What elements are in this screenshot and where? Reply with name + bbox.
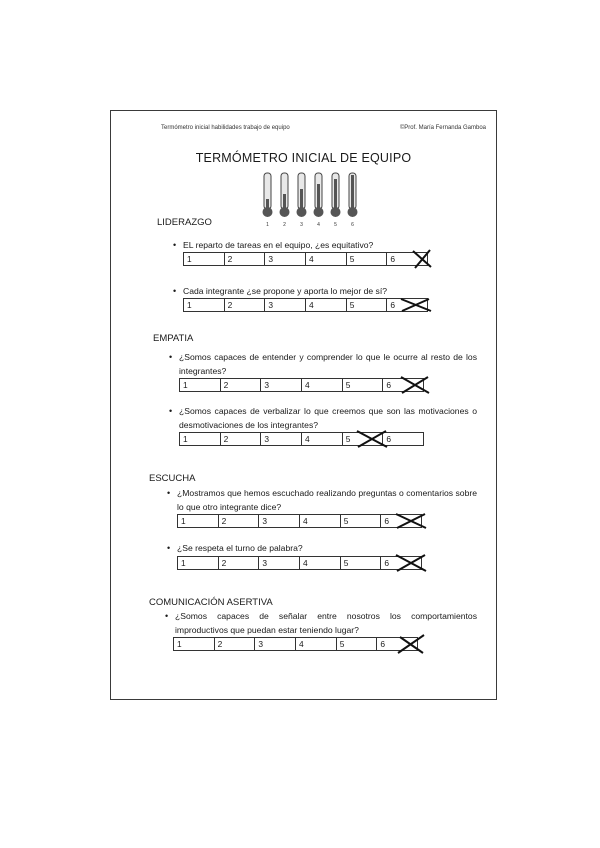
cross-mark-icon xyxy=(394,553,428,573)
question-text: • EL reparto de tareas en el equipo, ¿es equitativo? xyxy=(183,239,473,253)
scale-cell[interactable]: 3 xyxy=(261,379,302,391)
section-title-escucha: ESCUCHA xyxy=(149,473,196,484)
scale-cell[interactable]: 1 xyxy=(174,638,215,650)
scale-cell[interactable]: 4 xyxy=(296,638,337,650)
scale-cell[interactable]: 6 xyxy=(384,558,390,568)
header-right: ©Prof. María Fernanda Gamboa xyxy=(399,125,486,131)
section-title-comunicacion-asertiva: COMUNICACIÓN ASERTIVA xyxy=(149,597,273,608)
scale-cell[interactable]: 3 xyxy=(265,253,306,265)
question-text: • ¿Mostramos que hemos escuchado realizando preguntas o comentarios sobre lo que otro integrante dice? xyxy=(167,488,477,512)
thermometer-label: 6 xyxy=(351,222,354,228)
bullet-icon: • xyxy=(165,611,169,621)
bullet-icon: • xyxy=(173,286,177,296)
scale-cell[interactable]: 1 xyxy=(178,515,219,527)
cross-mark-icon xyxy=(355,429,389,449)
thermometer-label: 1 xyxy=(266,222,269,228)
scale-cell[interactable]: 2 xyxy=(225,299,266,311)
scale-cell[interactable]: 1 xyxy=(184,253,225,265)
scale-cell[interactable]: 4 xyxy=(300,557,341,569)
scale-cell[interactable]: 6 xyxy=(386,434,392,444)
scale-cell[interactable]: 2 xyxy=(225,253,266,265)
scale-cell[interactable]: 2 xyxy=(219,515,260,527)
worksheet-page xyxy=(110,110,497,700)
scale-cell[interactable]: 4 xyxy=(306,299,347,311)
bullet-icon: • xyxy=(167,488,171,498)
scale-cell[interactable]: 2 xyxy=(221,379,262,391)
scale-cell[interactable]: 2 xyxy=(221,433,262,445)
section-title-empatia: EMPATIA xyxy=(153,333,194,344)
thermometer-label: 2 xyxy=(283,222,286,228)
scale-cell[interactable]: 4 xyxy=(302,433,343,445)
thermometer-icon xyxy=(259,169,359,229)
thermometer-label: 4 xyxy=(317,222,320,228)
rating-scale xyxy=(177,514,422,528)
scale-cell[interactable]: 5 xyxy=(347,253,388,265)
bullet-icon: • xyxy=(167,543,171,553)
scale-cell[interactable]: 5 xyxy=(337,638,378,650)
bullet-icon: • xyxy=(173,240,177,250)
header-left: Termómetro inicial habilidades trabajo de equipo xyxy=(161,125,290,131)
cross-mark-icon xyxy=(399,375,431,395)
rating-scale xyxy=(173,637,418,651)
scale-cell[interactable]: 5 xyxy=(343,433,384,445)
scale-cell[interactable]: 1 xyxy=(184,299,225,311)
cross-mark-icon xyxy=(394,512,428,530)
cross-mark-icon xyxy=(396,633,426,655)
cross-mark-icon xyxy=(399,297,433,313)
scale-cell[interactable]: 4 xyxy=(300,515,341,527)
scale-cell[interactable]: 1 xyxy=(180,433,221,445)
scale-cell[interactable]: 1 xyxy=(180,379,221,391)
question-text: • ¿Somos capaces de señalar entre nosotros los comportamientos improductivos que puedan estar teniendo lugar? xyxy=(165,611,477,635)
question-text: • ¿Se respeta el turno de palabra? xyxy=(177,542,467,556)
scale-cell[interactable]: 6 xyxy=(380,639,386,649)
rating-scale xyxy=(183,298,428,312)
scale-cell[interactable]: 3 xyxy=(255,638,296,650)
scale-cell[interactable]: 2 xyxy=(219,557,260,569)
scale-cell[interactable]: 4 xyxy=(306,253,347,265)
rating-scale xyxy=(183,252,428,266)
scale-cell[interactable]: 3 xyxy=(259,557,300,569)
rating-scale xyxy=(179,378,424,392)
scale-cell[interactable]: 5 xyxy=(341,557,382,569)
cross-mark-icon xyxy=(411,248,433,270)
thermometer-label: 5 xyxy=(334,222,337,228)
scale-cell[interactable]: 5 xyxy=(341,515,382,527)
scale-cell[interactable]: 2 xyxy=(215,638,256,650)
scale-cell[interactable]: 6 xyxy=(386,380,392,390)
scale-cell[interactable]: 3 xyxy=(259,515,300,527)
question-text: • Cada integrante ¿se propone y aporta lo mejor de sí? xyxy=(183,285,473,299)
scale-cell[interactable]: 1 xyxy=(178,557,219,569)
bullet-icon: • xyxy=(169,352,173,362)
scale-cell[interactable]: 6 xyxy=(390,254,396,264)
scale-cell[interactable]: 3 xyxy=(261,433,302,445)
page-title: TERMÓMETRO INICIAL DE EQUIPO xyxy=(195,151,412,165)
rating-scale xyxy=(177,556,422,570)
scale-cell[interactable]: 5 xyxy=(347,299,388,311)
scale-cell[interactable]: 6 xyxy=(384,516,390,526)
scale-cell[interactable]: 5 xyxy=(343,379,384,391)
scale-cell[interactable]: 3 xyxy=(265,299,306,311)
question-text: • ¿Somos capaces de verbalizar lo que creemos que son las motivaciones o desmotivaciones de los integrantes? xyxy=(169,406,477,430)
question-text: • ¿Somos capaces de entender y comprender lo que le ocurre al resto de los integrantes? xyxy=(169,352,477,376)
section-title-liderazgo: LIDERAZGO xyxy=(157,217,212,228)
thermometer-label: 3 xyxy=(300,222,303,228)
scale-cell[interactable]: 6 xyxy=(390,300,396,310)
scale-cell[interactable]: 4 xyxy=(302,379,343,391)
bullet-icon: • xyxy=(169,406,173,416)
